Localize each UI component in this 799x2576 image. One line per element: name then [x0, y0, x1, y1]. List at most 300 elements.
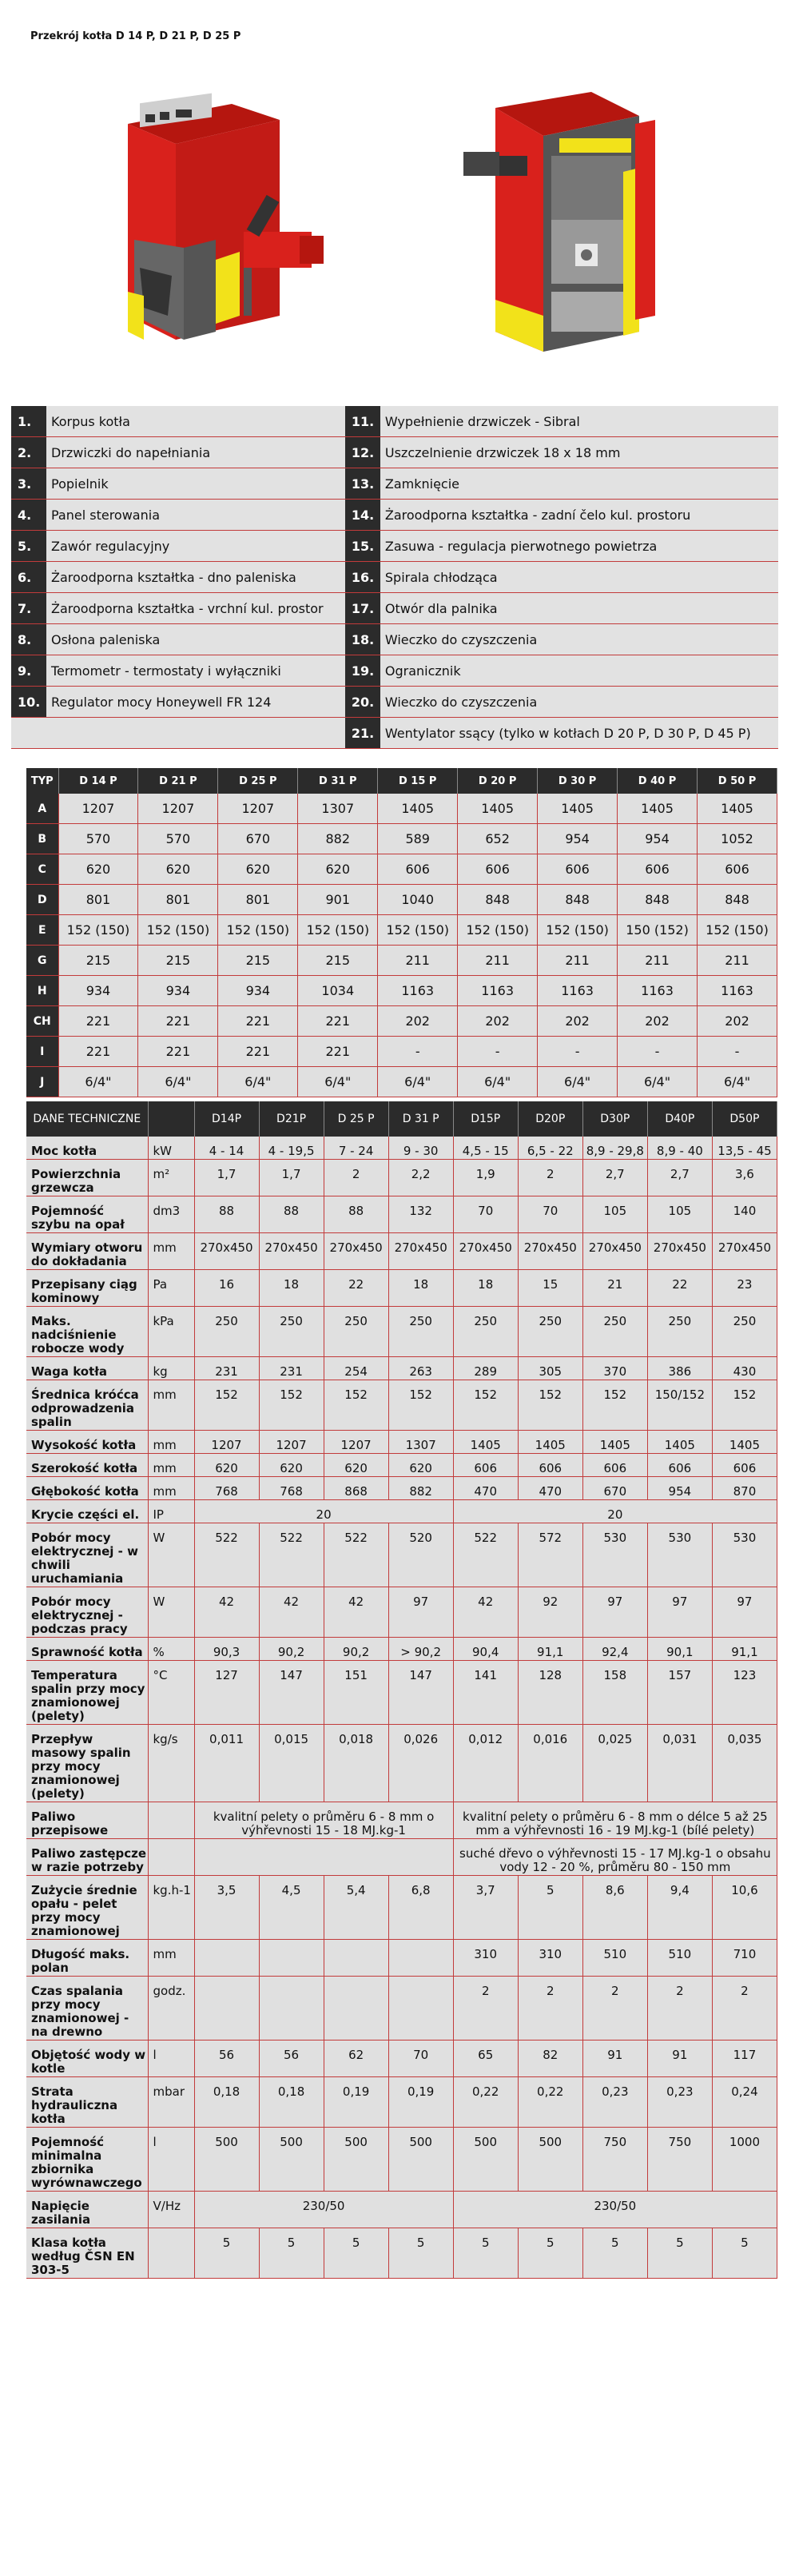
- row-header: I: [26, 1037, 58, 1067]
- table-cell: 90,4: [453, 1638, 518, 1661]
- table-cell: 88: [194, 1196, 259, 1233]
- table-cell: 570: [138, 824, 218, 854]
- table-cell: 88: [259, 1196, 324, 1233]
- table-cell: 211: [698, 946, 777, 976]
- table-cell: [194, 1977, 259, 2040]
- table-cell: 1405: [698, 794, 777, 824]
- column-header: D 21 P: [138, 768, 218, 794]
- table-cell: 606: [458, 854, 538, 885]
- technical-data-table: [26, 1101, 777, 2279]
- tech-row: [26, 1725, 777, 1802]
- table-cell: [388, 1940, 453, 1977]
- table-cell: 0,23: [582, 2077, 647, 2128]
- row-unit: [148, 1839, 194, 1876]
- table-cell: 522: [259, 1523, 324, 1587]
- legend-number: 9.: [11, 655, 46, 687]
- legend-number: 18.: [345, 624, 380, 655]
- legend-number: 5.: [11, 531, 46, 562]
- table-cell: 1207: [259, 1431, 324, 1454]
- table-cell: 56: [259, 2040, 324, 2077]
- legend-number: 15.: [345, 531, 380, 562]
- table-cell: 848: [458, 885, 538, 915]
- table-cell: 934: [138, 976, 218, 1006]
- legend-row: [11, 718, 778, 749]
- table-cell: 117: [712, 2040, 777, 2077]
- column-header: D50P: [712, 1101, 777, 1137]
- table-cell: 1207: [324, 1431, 388, 1454]
- table-cell: 211: [378, 946, 458, 976]
- table-cell: 8,6: [582, 1876, 647, 1940]
- row-unit: dm3: [148, 1196, 194, 1233]
- legend-number: 17.: [345, 593, 380, 624]
- table-cell: 123: [712, 1661, 777, 1725]
- tech-row: [26, 1270, 777, 1307]
- row-label: Moc kotła: [26, 1137, 148, 1160]
- legend-label: Regulator mocy Honeywell FR 124: [46, 687, 345, 718]
- tech-row: [26, 2192, 777, 2228]
- legend-number: 1.: [11, 406, 46, 437]
- table-cell: 221: [58, 1006, 138, 1037]
- tech-row: [26, 1638, 777, 1661]
- table-cell: 202: [618, 1006, 698, 1037]
- table-cell: 202: [378, 1006, 458, 1037]
- tech-row: [26, 2128, 777, 2192]
- table-cell: [388, 1977, 453, 2040]
- table-cell: 768: [194, 1477, 259, 1500]
- tech-row: [26, 1523, 777, 1587]
- table-cell: 97: [647, 1587, 712, 1638]
- table-cell: -: [378, 1037, 458, 1067]
- table-cell: 954: [647, 1477, 712, 1500]
- table-cell: 882: [388, 1477, 453, 1500]
- table-cell: 23: [712, 1270, 777, 1307]
- table-cell: 221: [298, 1006, 378, 1037]
- table-cell: 70: [453, 1196, 518, 1233]
- table-cell: 2: [518, 1977, 582, 2040]
- table-cell: 2,7: [582, 1160, 647, 1196]
- table-cell: [324, 1977, 388, 2040]
- table-cell: -: [698, 1037, 777, 1067]
- table-cell: 70: [518, 1196, 582, 1233]
- table-cell: 231: [259, 1357, 324, 1380]
- table-cell: 9,4: [647, 1876, 712, 1940]
- row-label: Pojemność minimalna zbiornika wyrównawczego: [26, 2128, 148, 2192]
- column-header: D 25 P: [218, 768, 298, 794]
- row-unit: kW: [148, 1137, 194, 1160]
- table-cell: 310: [518, 1940, 582, 1977]
- row-label: Średnica króćca odprowadzenia spalin: [26, 1380, 148, 1431]
- table-cell: 620: [259, 1454, 324, 1477]
- table-cell: 522: [324, 1523, 388, 1587]
- table-cell: 147: [388, 1661, 453, 1725]
- table-cell: 105: [582, 1196, 647, 1233]
- table-cell: 6/4": [58, 1067, 138, 1097]
- table-cell: 0,24: [712, 2077, 777, 2128]
- table-cell: 620: [324, 1454, 388, 1477]
- table-cell: 0,018: [324, 1725, 388, 1802]
- table-cell: 270x450: [647, 1233, 712, 1270]
- table-cell: 510: [647, 1940, 712, 1977]
- row-header: J: [26, 1067, 58, 1097]
- table-cell: 90,2: [259, 1638, 324, 1661]
- table-cell: 215: [218, 946, 298, 976]
- row-label: Pobór mocy elektrycznej - podczas pracy: [26, 1587, 148, 1638]
- table-cell: 530: [582, 1523, 647, 1587]
- table-cell: 152: [582, 1380, 647, 1431]
- row-unit: °C: [148, 1661, 194, 1725]
- table-cell: 202: [698, 1006, 777, 1037]
- table-cell: 1405: [618, 794, 698, 824]
- table-cell: 901: [298, 885, 378, 915]
- table-cell: 768: [259, 1477, 324, 1500]
- table-cell: 6,8: [388, 1876, 453, 1940]
- table-cell: 270x450: [518, 1233, 582, 1270]
- row-unit: kPa: [148, 1307, 194, 1357]
- table-cell: 88: [324, 1196, 388, 1233]
- column-header: D40P: [647, 1101, 712, 1137]
- merged-cell: 20: [453, 1500, 777, 1523]
- tech-row: [26, 1839, 777, 1876]
- table-cell: 370: [582, 1357, 647, 1380]
- table-cell: 152 (150): [698, 915, 777, 946]
- column-header: D 50 P: [698, 768, 777, 794]
- legend-number: 2.: [11, 437, 46, 468]
- table-cell: 21: [582, 1270, 647, 1307]
- row-label: Czas spalania przy mocy znamionowej - na drewno: [26, 1977, 148, 2040]
- table-cell: 97: [388, 1587, 453, 1638]
- table-cell: 522: [453, 1523, 518, 1587]
- table-cell: 0,015: [259, 1725, 324, 1802]
- table-cell: 1163: [538, 976, 618, 1006]
- parts-legend-table: [11, 406, 778, 749]
- table-cell: 250: [259, 1307, 324, 1357]
- legend-label: Żaroodporna kształtka - vrchní kul. prostor: [46, 593, 345, 624]
- table-cell: [324, 1940, 388, 1977]
- table-cell: 91: [582, 2040, 647, 2077]
- row-unit: kg.h-1: [148, 1876, 194, 1940]
- row-label: Sprawność kotła: [26, 1638, 148, 1661]
- legend-row: [11, 531, 778, 562]
- dimension-row: [26, 1067, 777, 1097]
- table-cell: 10,6: [712, 1876, 777, 1940]
- dimension-row: [26, 794, 777, 824]
- table-cell: 606: [453, 1454, 518, 1477]
- table-cell: 606: [538, 854, 618, 885]
- table-cell: 606: [647, 1454, 712, 1477]
- row-label: Wymiary otworu do dokładania: [26, 1233, 148, 1270]
- row-label: Wysokość kotła: [26, 1431, 148, 1454]
- table-cell: 18: [388, 1270, 453, 1307]
- table-cell: 1034: [298, 976, 378, 1006]
- table-cell: 91,1: [712, 1638, 777, 1661]
- table-cell: 2: [647, 1977, 712, 2040]
- tech-row: [26, 1160, 777, 1196]
- table-cell: 0,035: [712, 1725, 777, 1802]
- table-cell: 158: [582, 1661, 647, 1725]
- table-cell: 132: [388, 1196, 453, 1233]
- table-cell: 2: [712, 1977, 777, 2040]
- table-cell: 270x450: [712, 1233, 777, 1270]
- table-cell: 1,7: [259, 1160, 324, 1196]
- legend-label: Popielnik: [46, 468, 345, 500]
- row-label: Powierzchnia grzewcza: [26, 1160, 148, 1196]
- merged-cell: kvalitní pelety o průměru 6 - 8 mm o délce 5 až 25 mm a výhřevnosti 16 - 19 MJ.kg-1 (bílé pelety): [453, 1802, 777, 1839]
- table-cell: 750: [582, 2128, 647, 2192]
- row-label: Pojemność szybu na opał: [26, 1196, 148, 1233]
- table-cell: 97: [582, 1587, 647, 1638]
- row-unit: kg/s: [148, 1725, 194, 1802]
- table-cell: 13,5 - 45: [712, 1137, 777, 1160]
- row-label: Paliwo zastępcze w razie potrzeby: [26, 1839, 148, 1876]
- table-cell: 215: [298, 946, 378, 976]
- legend-label: Drzwiczki do napełniania: [46, 437, 345, 468]
- row-unit: [148, 2228, 194, 2279]
- row-unit: Pa: [148, 1270, 194, 1307]
- table-cell: 710: [712, 1940, 777, 1977]
- table-cell: 934: [58, 976, 138, 1006]
- table-cell: 91: [647, 2040, 712, 2077]
- table-cell: 520: [388, 1523, 453, 1587]
- table-cell: 150 (152): [618, 915, 698, 946]
- table-cell: 141: [453, 1661, 518, 1725]
- table-cell: 1163: [618, 976, 698, 1006]
- legend-number: 21.: [345, 718, 380, 749]
- dimensions-table: [26, 768, 777, 1097]
- table-cell: 1405: [378, 794, 458, 824]
- merged-cell: kvalitní pelety o průměru 6 - 8 mm o výhřevnosti 15 - 18 MJ.kg-1: [194, 1802, 453, 1839]
- legend-number: 7.: [11, 593, 46, 624]
- tech-row: [26, 1977, 777, 2040]
- table-cell: 4 - 19,5: [259, 1137, 324, 1160]
- table-cell: 1040: [378, 885, 458, 915]
- table-cell: 5: [324, 2228, 388, 2279]
- row-header: H: [26, 976, 58, 1006]
- legend-label: Wieczko do czyszczenia: [380, 687, 778, 718]
- table-cell: 606: [712, 1454, 777, 1477]
- table-cell: 250: [388, 1307, 453, 1357]
- row-header: B: [26, 824, 58, 854]
- column-header: D 15 P: [378, 768, 458, 794]
- tech-row: [26, 2040, 777, 2077]
- table-cell: 42: [194, 1587, 259, 1638]
- tech-row: [26, 1431, 777, 1454]
- row-label: Przepływ masowy spalin przy mocy znamionowej (pelety): [26, 1725, 148, 1802]
- legend-label: Ogranicznik: [380, 655, 778, 687]
- column-header: D20P: [518, 1101, 582, 1137]
- table-cell: 221: [298, 1037, 378, 1067]
- table-cell: 620: [58, 854, 138, 885]
- table-cell: 6/4": [298, 1067, 378, 1097]
- table-cell: 5: [647, 2228, 712, 2279]
- table-cell: 7 - 24: [324, 1137, 388, 1160]
- row-header: C: [26, 854, 58, 885]
- table-cell: 620: [298, 854, 378, 885]
- table-cell: 270x450: [324, 1233, 388, 1270]
- table-cell: 128: [518, 1661, 582, 1725]
- row-unit: mm: [148, 1233, 194, 1270]
- table-cell: 1405: [453, 1431, 518, 1454]
- tech-row: [26, 2077, 777, 2128]
- table-cell: 250: [518, 1307, 582, 1357]
- table-cell: 151: [324, 1661, 388, 1725]
- legend-number: 16.: [345, 562, 380, 593]
- table-cell: 1405: [518, 1431, 582, 1454]
- table-cell: 1000: [712, 2128, 777, 2192]
- table-cell: 305: [518, 1357, 582, 1380]
- table-cell: 5,4: [324, 1876, 388, 1940]
- table-cell: 868: [324, 1477, 388, 1500]
- table-cell: 0,025: [582, 1725, 647, 1802]
- tech-row: [26, 1587, 777, 1638]
- table-cell: 2,2: [388, 1160, 453, 1196]
- legend-label: Żaroodporna kształtka - zadní čelo kul. prostoru: [380, 500, 778, 531]
- row-unit: mbar: [148, 2077, 194, 2128]
- table-cell: 0,19: [324, 2077, 388, 2128]
- table-cell: 620: [218, 854, 298, 885]
- table-cell: 0,19: [388, 2077, 453, 2128]
- dimension-row: [26, 915, 777, 946]
- legend-label: Korpus kotła: [46, 406, 345, 437]
- table-cell: 90,3: [194, 1638, 259, 1661]
- table-cell: 470: [518, 1477, 582, 1500]
- table-cell: 0,011: [194, 1725, 259, 1802]
- table-cell: 1405: [582, 1431, 647, 1454]
- table-cell: 1163: [698, 976, 777, 1006]
- table-cell: 0,22: [518, 2077, 582, 2128]
- row-label: Temperatura spalin przy mocy znamionowej (pelety): [26, 1661, 148, 1725]
- table-cell: 4,5 - 15: [453, 1137, 518, 1160]
- table-cell: 5: [582, 2228, 647, 2279]
- table-cell: 250: [453, 1307, 518, 1357]
- merged-cell: 20: [194, 1500, 453, 1523]
- tech-row: [26, 1661, 777, 1725]
- column-header: D14P: [194, 1101, 259, 1137]
- legend-label: Wypełnienie drzwiczek - Sibral: [380, 406, 778, 437]
- table-cell: 152: [518, 1380, 582, 1431]
- table-cell: 152 (150): [58, 915, 138, 946]
- table-cell: 0,23: [647, 2077, 712, 2128]
- table-cell: 6/4": [538, 1067, 618, 1097]
- table-cell: 1163: [458, 976, 538, 1006]
- row-label: Paliwo przepisowe: [26, 1802, 148, 1839]
- table-cell: 91,1: [518, 1638, 582, 1661]
- table-cell: 500: [453, 2128, 518, 2192]
- page-title: Przekrój kotła D 14 P, D 21 P, D 25 P: [30, 30, 241, 42]
- legend-label: Wieczko do czyszczenia: [380, 624, 778, 655]
- table-cell: 954: [538, 824, 618, 854]
- tech-row: [26, 1307, 777, 1357]
- table-cell: 18: [453, 1270, 518, 1307]
- table-cell: 652: [458, 824, 538, 854]
- table-cell: 620: [138, 854, 218, 885]
- table-cell: 1207: [218, 794, 298, 824]
- table-cell: 0,031: [647, 1725, 712, 1802]
- row-unit: IP: [148, 1500, 194, 1523]
- table-cell: 65: [453, 2040, 518, 2077]
- table-cell: 152 (150): [378, 915, 458, 946]
- table-cell: [259, 1940, 324, 1977]
- column-header: D 14 P: [58, 768, 138, 794]
- row-label: Napięcie zasilania: [26, 2192, 148, 2228]
- table-cell: 16: [194, 1270, 259, 1307]
- table-cell: 270x450: [388, 1233, 453, 1270]
- table-cell: 1207: [138, 794, 218, 824]
- legend-number: 19.: [345, 655, 380, 687]
- legend-number: 20.: [345, 687, 380, 718]
- table-cell: > 90,2: [388, 1638, 453, 1661]
- table-cell: 848: [618, 885, 698, 915]
- table-cell: -: [458, 1037, 538, 1067]
- table-cell: 140: [712, 1196, 777, 1233]
- table-cell: 620: [194, 1454, 259, 1477]
- table-cell: 606: [518, 1454, 582, 1477]
- table-cell: 4 - 14: [194, 1137, 259, 1160]
- table-cell: 606: [618, 854, 698, 885]
- dimension-row: [26, 824, 777, 854]
- table-cell: 8,9 - 29,8: [582, 1137, 647, 1160]
- table-cell: 250: [194, 1307, 259, 1357]
- tech-row: [26, 2228, 777, 2279]
- row-header: D: [26, 885, 58, 915]
- table-cell: 6/4": [378, 1067, 458, 1097]
- table-cell: 0,18: [259, 2077, 324, 2128]
- table-cell: 1405: [458, 794, 538, 824]
- table-cell: 801: [138, 885, 218, 915]
- row-unit: V/Hz: [148, 2192, 194, 2228]
- table-cell: 127: [194, 1661, 259, 1725]
- legend-row: [11, 687, 778, 718]
- table-cell: 215: [138, 946, 218, 976]
- legend-number: 11.: [345, 406, 380, 437]
- table-cell: 2: [324, 1160, 388, 1196]
- table-cell: 221: [138, 1006, 218, 1037]
- tech-row: [26, 1233, 777, 1270]
- table-cell: 386: [647, 1357, 712, 1380]
- legend-row: [11, 468, 778, 500]
- table-cell: 270x450: [259, 1233, 324, 1270]
- legend-row: [11, 406, 778, 437]
- table-cell: 18: [259, 1270, 324, 1307]
- column-header: [148, 1101, 194, 1137]
- table-cell: 270x450: [582, 1233, 647, 1270]
- table-cell: 0,22: [453, 2077, 518, 2128]
- table-cell: 5: [518, 1876, 582, 1940]
- legend-label: Termometr - termostaty i wyłączniki: [46, 655, 345, 687]
- table-cell: 5: [518, 2228, 582, 2279]
- table-cell: 152 (150): [458, 915, 538, 946]
- table-cell: 750: [647, 2128, 712, 2192]
- table-cell: 152: [453, 1380, 518, 1431]
- table-cell: 500: [194, 2128, 259, 2192]
- table-cell: 5: [712, 2228, 777, 2279]
- table-cell: 254: [324, 1357, 388, 1380]
- table-cell: 500: [388, 2128, 453, 2192]
- row-label: Strata hydrauliczna kotła: [26, 2077, 148, 2128]
- table-cell: 82: [518, 2040, 582, 2077]
- table-cell: [194, 1940, 259, 1977]
- table-cell: 6/4": [698, 1067, 777, 1097]
- row-unit: kg: [148, 1357, 194, 1380]
- table-cell: 152: [324, 1380, 388, 1431]
- table-cell: 3,7: [453, 1876, 518, 1940]
- legend-number: 14.: [345, 500, 380, 531]
- legend-label: Zawór regulacyjny: [46, 531, 345, 562]
- dimension-row: [26, 1006, 777, 1037]
- row-unit: mm: [148, 1940, 194, 1977]
- tech-row: [26, 1500, 777, 1523]
- table-cell: 221: [218, 1037, 298, 1067]
- table-cell: 270x450: [194, 1233, 259, 1270]
